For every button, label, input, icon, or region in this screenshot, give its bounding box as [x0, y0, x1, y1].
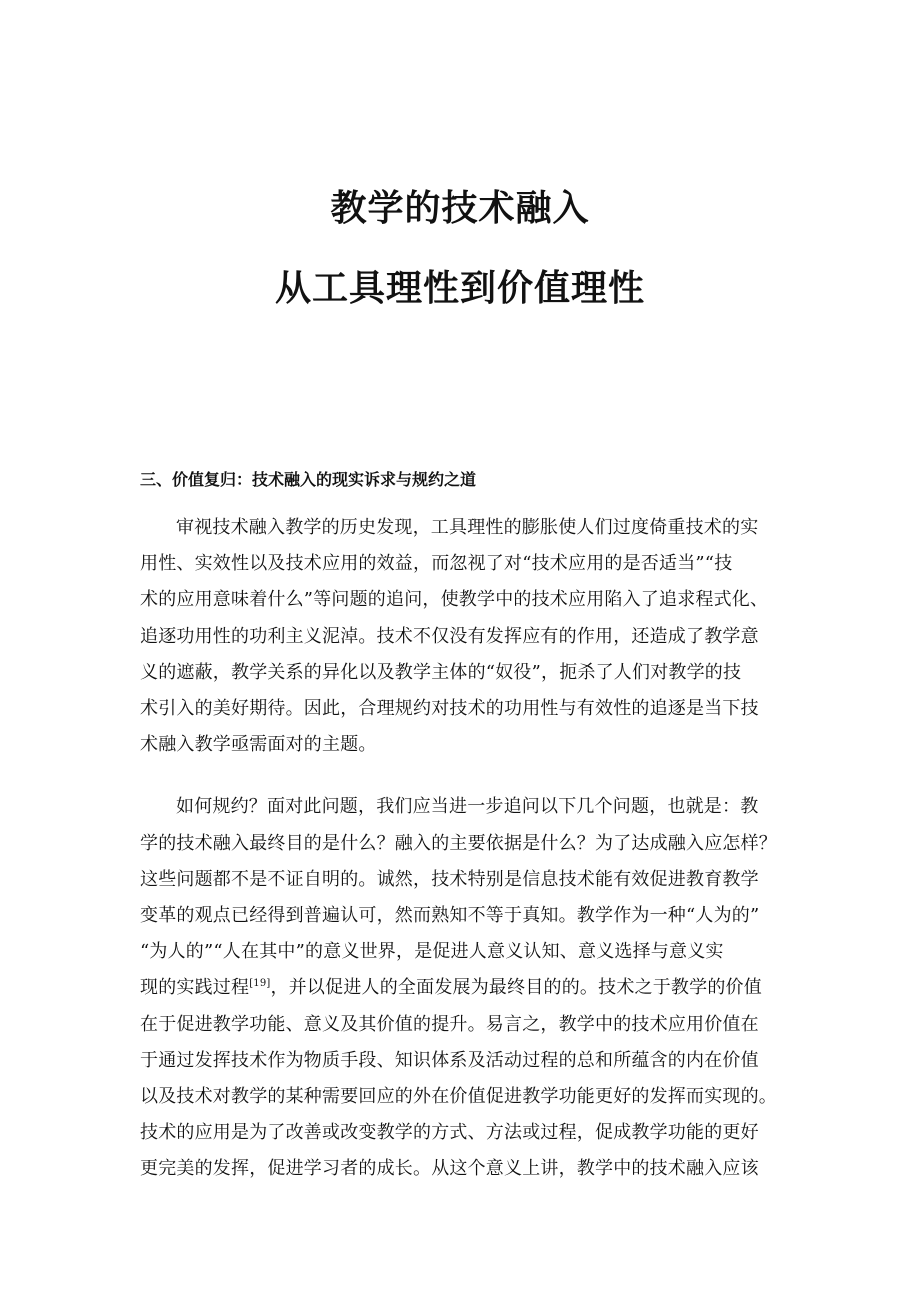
- body-text: [140, 510, 780, 1214]
- text-line-with-citation: [140, 970, 780, 1006]
- text-segment: 现的实践过程: [140, 977, 250, 999]
- text-line: 更完美的发挥，促进学习者的成长。从这个意义上讲，教学中的技术融入应该: [140, 1158, 759, 1180]
- text-line: 术融入教学亟需面对的主题。: [140, 734, 377, 756]
- text-line: 术引入的美好期待。因此，合理规约对技术的功用性与有效性的追逐是当下技: [140, 698, 759, 720]
- text-line: 在于促进教学功能、意义及其价值的提升。易言之，教学中的技术应用价值在: [140, 1013, 759, 1035]
- citation-reference: [19]: [249, 978, 271, 990]
- text-line: 义的遮蔽，教学关系的异化以及教学主体的“奴役”，扼杀了人们对教学的技: [140, 661, 742, 683]
- text-line: 变革的观点已经得到普遍认可，然而熟知不等于真知。教学作为一种“人为的”: [140, 905, 760, 927]
- title-line-2: 从工具理性到价值理性: [274, 268, 645, 309]
- text-segment: ，并以促进人的全面发展为最终目的的。技术之于教学的价值: [270, 977, 762, 999]
- text-line: “为人的”“人在其中”的意义世界，是促进人意义认知、意义选择与意义实: [140, 941, 724, 963]
- section-heading: 三、价值复归：技术融入的现实诉求与规约之道: [140, 470, 477, 489]
- text-line: 技术的应用是为了改善或改变教学的方式、方法或过程，促成教学功能的更好: [140, 1122, 759, 1144]
- text-line: 这些问题都不是不证自明的。诚然，技术特别是信息技术能有效促进教育教学: [140, 868, 759, 890]
- text-line: 以及技术对教学的某种需要回应的外在价值促进教学功能更好的发挥而实现的。: [140, 1086, 777, 1108]
- text-line: 审视技术融入教学的历史发现，工具理性的膨胀使人们过度倚重技术的实: [176, 517, 759, 538]
- text-line: 用性、实效性以及技术应用的效益，而忽视了对“技术应用的是否适当”“技: [140, 553, 733, 575]
- text-line: 如何规约？面对此问题，我们应当进一步追问以下几个问题，也就是：教: [176, 796, 759, 818]
- text-line: 术的应用意味着什么”等问题的追问，使教学中的技术应用陷入了追求程式化、: [140, 589, 769, 611]
- text-line: 学的技术融入最终目的是什么？融入的主要依据是什么？为了达成融入应怎样？: [140, 832, 777, 854]
- paragraph-1: [140, 510, 780, 763]
- text-line: 追逐功用性的功利主义泥淖。技术不仅没有发挥应有的作用，还造成了教学意: [140, 625, 759, 647]
- document-title: [0, 185, 920, 313]
- text-line: 于通过发挥技术作为物质手段、知识体系及活动过程的总和所蕴含的内在价值: [140, 1049, 759, 1071]
- paragraph-2: [140, 789, 780, 1187]
- title-line-1: 教学的技术融入: [330, 188, 590, 229]
